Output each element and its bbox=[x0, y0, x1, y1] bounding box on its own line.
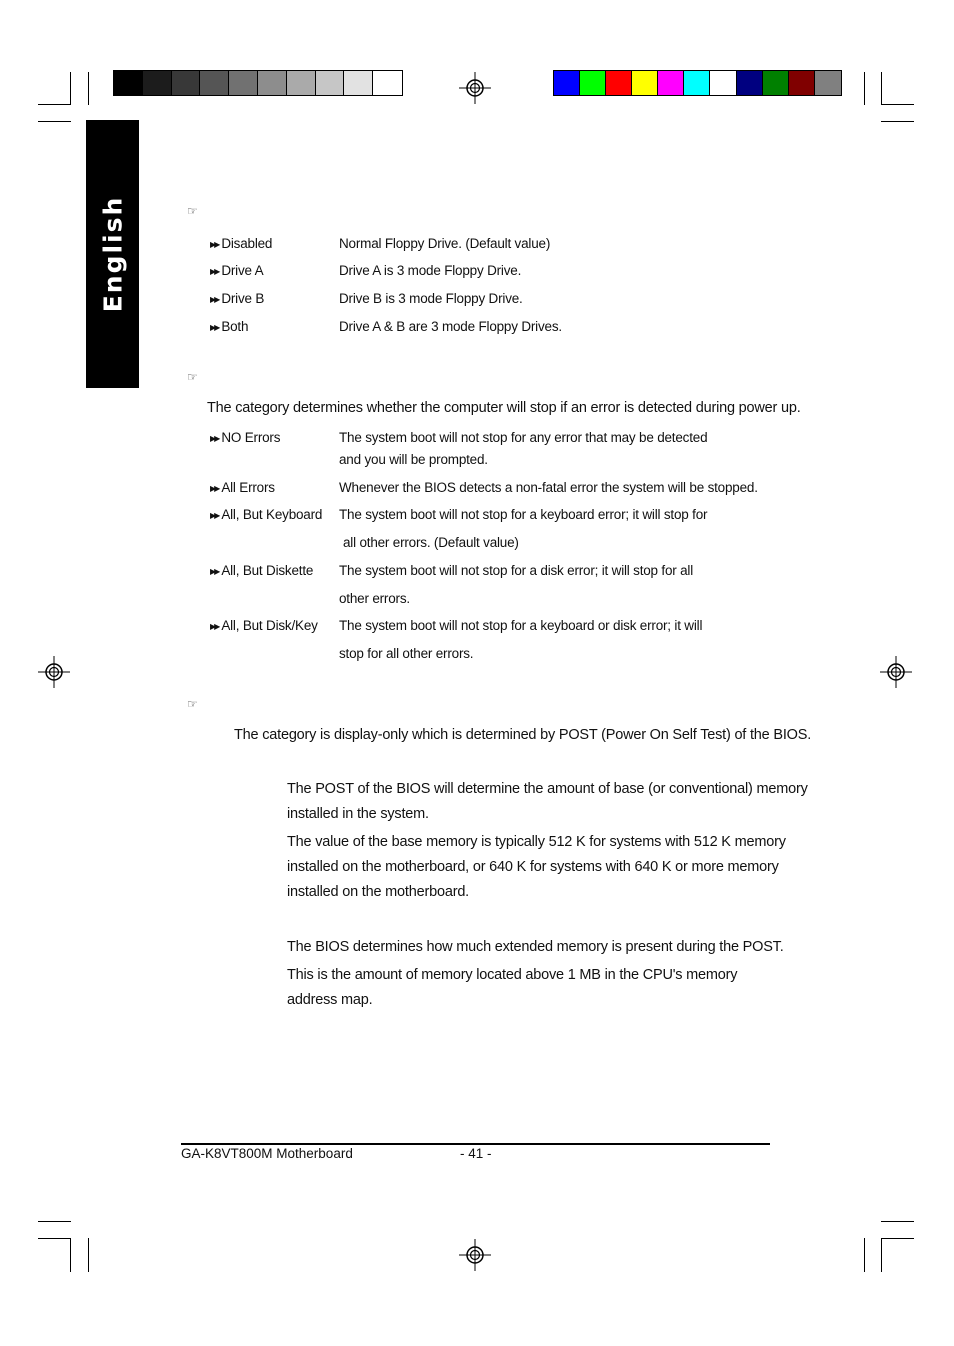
pointing-hand-icon: ☞ bbox=[187, 697, 198, 711]
option-name: ▶▶ Drive A bbox=[210, 263, 264, 278]
calibration-swatch bbox=[114, 71, 143, 95]
option-description: The system boot will not stop for a disk error; it will stop for all bbox=[339, 563, 694, 578]
section-intro: The category determines whether the computer will stop if an error is detected during power up. bbox=[207, 400, 801, 416]
option-name: ▶▶ All Errors bbox=[210, 480, 275, 495]
calibration-swatch bbox=[172, 71, 201, 95]
double-arrow-icon: ▶▶ bbox=[210, 567, 219, 576]
registration-target-icon bbox=[880, 656, 912, 688]
double-arrow-icon: ▶▶ bbox=[210, 295, 219, 304]
grayscale-calibration-bar bbox=[113, 70, 403, 96]
paragraph-line: installed on the motherboard. bbox=[287, 884, 470, 900]
double-arrow-icon: ▶▶ bbox=[210, 622, 219, 631]
double-arrow-icon: ▶▶ bbox=[210, 484, 219, 493]
option-name: ▶▶ Both bbox=[210, 319, 249, 334]
registration-target-icon bbox=[459, 72, 491, 104]
calibration-swatch bbox=[710, 71, 736, 95]
registration-target-icon bbox=[459, 1239, 491, 1271]
option-description: The system boot will not stop for any error that may be detected bbox=[339, 430, 708, 445]
calibration-swatch bbox=[344, 71, 373, 95]
double-arrow-icon: ▶▶ bbox=[210, 323, 219, 332]
registration-target-icon bbox=[38, 656, 70, 688]
option-name: ▶▶ All, But Diskette bbox=[210, 563, 314, 578]
paragraph-line: installed on the motherboard, or 640 K for systems with 640 K or more memory bbox=[287, 859, 779, 875]
option-description: The system boot will not stop for a keyboard or disk error; it will bbox=[339, 618, 703, 633]
calibration-swatch bbox=[229, 71, 258, 95]
double-arrow-icon: ▶▶ bbox=[210, 267, 219, 276]
option-name: ▶▶ All, But Keyboard bbox=[210, 507, 323, 522]
calibration-swatch bbox=[737, 71, 763, 95]
pointing-hand-icon: ☞ bbox=[187, 204, 198, 218]
option-name: ▶▶ NO Errors bbox=[210, 430, 281, 445]
paragraph-line: The POST of the BIOS will determine the amount of base (or conventional) memory bbox=[287, 781, 808, 797]
calibration-swatch bbox=[554, 71, 580, 95]
language-side-tab bbox=[86, 120, 139, 388]
calibration-swatch bbox=[606, 71, 632, 95]
option-description: Whenever the BIOS detects a non-fatal error the system will be stopped. bbox=[339, 480, 758, 495]
footer-rule bbox=[181, 1143, 770, 1145]
option-name: ▶▶ Drive B bbox=[210, 291, 265, 306]
paragraph-line: installed in the system. bbox=[287, 806, 429, 822]
option-description: all other errors. (Default value) bbox=[343, 535, 519, 550]
calibration-swatch bbox=[763, 71, 789, 95]
option-description: Drive A & B are 3 mode Floppy Drives. bbox=[339, 319, 562, 334]
calibration-swatch bbox=[632, 71, 658, 95]
calibration-swatch bbox=[200, 71, 229, 95]
page-number: - 41 - bbox=[460, 1146, 492, 1161]
option-description: stop for all other errors. bbox=[339, 646, 474, 661]
double-arrow-icon: ▶▶ bbox=[210, 434, 219, 443]
calibration-swatch bbox=[789, 71, 815, 95]
paragraph-line: This is the amount of memory located above 1 MB in the CPU's memory bbox=[287, 967, 738, 983]
calibration-swatch bbox=[258, 71, 287, 95]
paragraph-line: The BIOS determines how much extended memory is present during the POST. bbox=[287, 939, 784, 955]
calibration-swatch bbox=[316, 71, 345, 95]
calibration-swatch bbox=[143, 71, 172, 95]
option-name: ▶▶ All, But Disk/Key bbox=[210, 618, 318, 633]
calibration-swatch bbox=[287, 71, 316, 95]
footer-model: GA-K8VT800M Motherboard bbox=[181, 1146, 353, 1161]
option-description: Drive A is 3 mode Floppy Drive. bbox=[339, 263, 522, 278]
option-description: and you will be prompted. bbox=[339, 452, 488, 467]
calibration-swatch bbox=[580, 71, 606, 95]
calibration-swatch bbox=[815, 71, 841, 95]
paragraph-line: The value of the base memory is typically 512 K for systems with 512 K memory bbox=[287, 834, 786, 850]
section-intro: The category is display-only which is determined by POST (Power On Self Test) of the BIOS. bbox=[234, 727, 812, 743]
option-description: Drive B is 3 mode Floppy Drive. bbox=[339, 291, 523, 306]
color-calibration-bar bbox=[553, 70, 842, 96]
option-description: The system boot will not stop for a keyboard error; it will stop for bbox=[339, 507, 708, 522]
option-name: ▶▶ Disabled bbox=[210, 236, 273, 251]
language-tab-label: English bbox=[98, 195, 127, 313]
option-description: other errors. bbox=[339, 591, 410, 606]
calibration-swatch bbox=[373, 71, 402, 95]
paragraph-line: address map. bbox=[287, 992, 373, 1008]
double-arrow-icon: ▶▶ bbox=[210, 511, 219, 520]
pointing-hand-icon: ☞ bbox=[187, 370, 198, 384]
calibration-swatch bbox=[684, 71, 710, 95]
double-arrow-icon: ▶▶ bbox=[210, 240, 219, 249]
calibration-swatch bbox=[658, 71, 684, 95]
option-description: Normal Floppy Drive. (Default value) bbox=[339, 236, 551, 251]
